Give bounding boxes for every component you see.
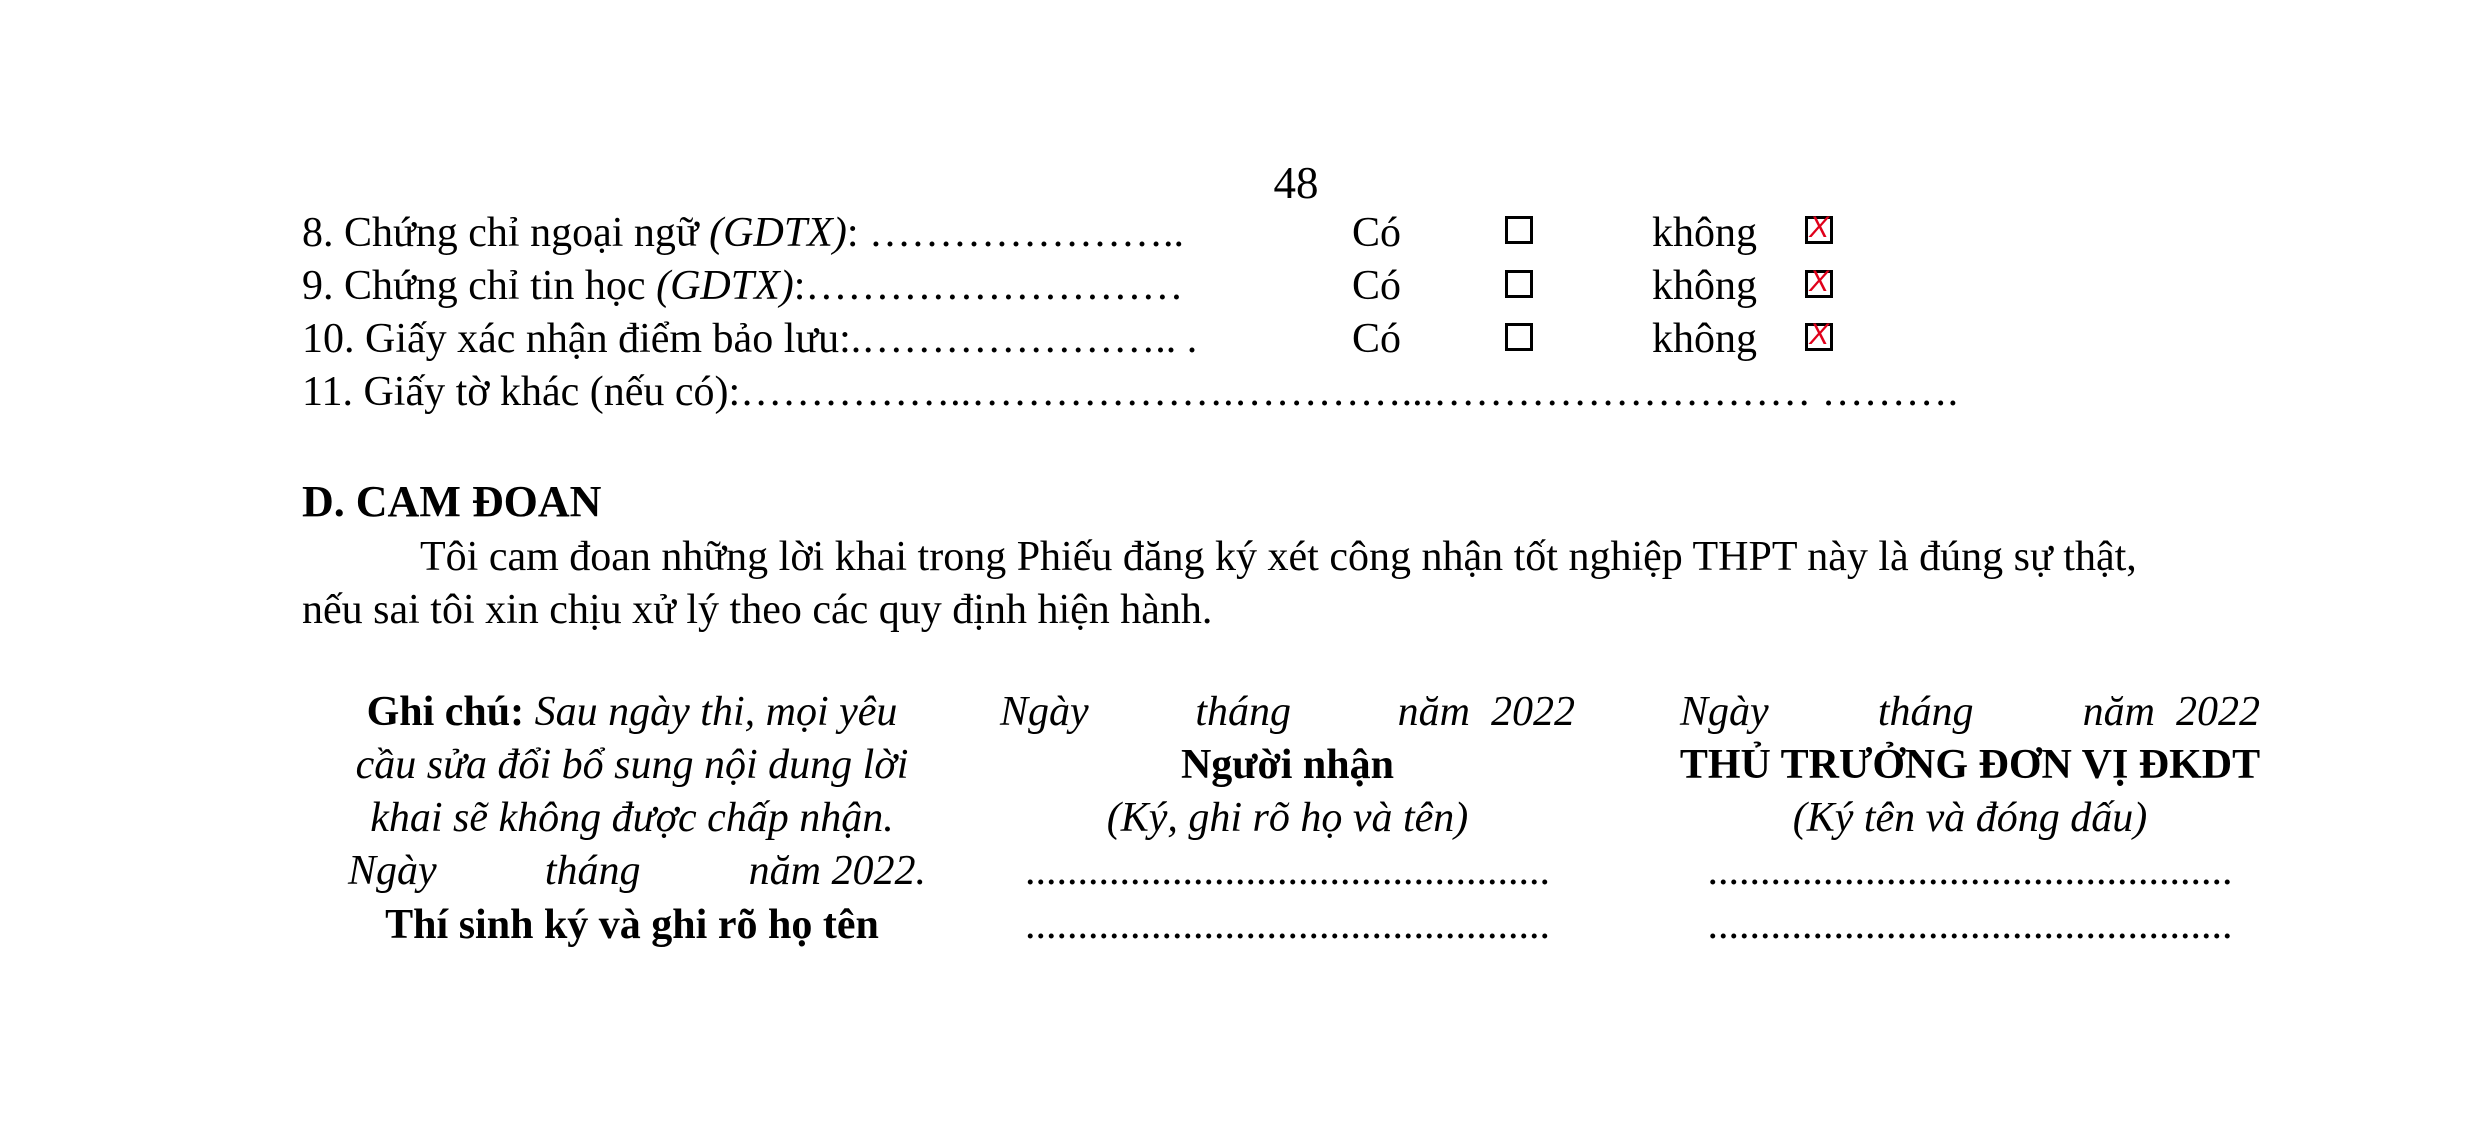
note-text-1: Sau ngày thi, mọi yêu — [524, 689, 898, 735]
receiver-date-line — [990, 691, 1585, 733]
receiver-instruction: (Ký, ghi rõ họ và tên) — [1106, 795, 1469, 841]
item-10-text: 10. Giấy xác nhận điểm bảo lưu: — [302, 316, 851, 362]
item-11-label: 11. Giấy tờ khác (nếu có):……………..……………….…………...……………………… ………. — [302, 369, 1959, 415]
commitment-line-2: nếu sai tôi xin chịu xử lý theo các quy định hiện hành. — [302, 587, 1213, 633]
item-8-dots: : ………………….. — [846, 210, 1184, 256]
note-label: Ghi chú: — [366, 689, 525, 735]
item-9-yes-label: Có — [1352, 263, 1402, 309]
item-10-no-label: không — [1652, 316, 1757, 362]
item-9-text: 9. Chứng chỉ tin học — [302, 263, 657, 309]
item-9-dots: :……………………… — [793, 263, 1184, 309]
head-date-line — [1670, 691, 2270, 733]
item-10-label — [302, 318, 1197, 360]
item-8-no-label: không — [1652, 210, 1757, 256]
item-9-yes-checkbox[interactable] — [1505, 270, 1533, 298]
head-signature-dots-2: .................................................. — [1707, 902, 2233, 948]
section-d-heading: D. CAM ĐOAN — [302, 477, 602, 526]
receiver-signature-dots-2: .................................................. — [1025, 902, 1550, 948]
item-9-no-mark: X — [1808, 265, 1829, 298]
item-8-yes-checkbox[interactable] — [1505, 216, 1533, 244]
note-line-1 — [302, 691, 962, 733]
date-year-label: năm 2022. — [748, 848, 926, 894]
receiver-date-year: năm 2022 — [1397, 689, 1575, 735]
head-date-day: Ngày — [1680, 689, 1769, 735]
head-unit-title: THỦ TRƯỞNG ĐƠN VỊ ĐKDT — [1679, 742, 2261, 788]
item-10-yes-checkbox[interactable] — [1505, 323, 1533, 351]
date-month-label: tháng — [544, 848, 641, 894]
item-8-yes-label: Có — [1352, 210, 1402, 256]
date-day-label: Ngày — [348, 848, 437, 894]
head-signature-dots-1: .................................................. — [1707, 848, 2233, 894]
item-8-no-checkbox[interactable] — [1805, 211, 1833, 244]
receiver-date-day: Ngày — [1000, 689, 1089, 735]
note-line-3: khai sẽ không được chấp nhận. — [370, 795, 894, 841]
commitment-line-1: Tôi cam đoan những lời khai trong Phiếu đăng ký xét công nhận tốt nghiệp THPT này là đúng sự thật, — [420, 534, 2137, 580]
head-date-year: năm 2022 — [2082, 689, 2260, 735]
receiver-date-month: tháng — [1195, 689, 1291, 735]
item-10-no-mark: X — [1808, 318, 1829, 351]
item-9-no-label: không — [1652, 263, 1757, 309]
item-9-qualifier: (GDTX) — [656, 263, 794, 309]
item-8-text: 8. Chứng chỉ ngoại ngữ — [302, 210, 710, 256]
head-unit-instruction: (Ký tên và đóng dấu) — [1792, 795, 2148, 841]
page-number: 48 — [1273, 158, 1319, 208]
receiver-signature-dots-1: .................................................. — [1025, 848, 1550, 894]
candidate-date-line — [348, 850, 926, 892]
item-8-no-mark: X — [1808, 211, 1829, 244]
receiver-title: Người nhận — [1180, 742, 1395, 788]
item-9-no-checkbox[interactable] — [1805, 265, 1833, 298]
item-10-dots: .………………….. . — [850, 316, 1198, 362]
item-8-label — [302, 212, 1184, 254]
item-8-qualifier: (GDTX) — [709, 210, 847, 256]
item-10-yes-label: Có — [1352, 316, 1402, 362]
note-line-2: cầu sửa đổi bổ sung nội dung lời — [355, 742, 909, 788]
item-10-no-checkbox[interactable] — [1805, 318, 1833, 351]
candidate-signature-label: Thí sinh ký và ghi rõ họ tên — [385, 902, 879, 948]
item-9-label — [302, 265, 1183, 307]
head-date-month: tháng — [1877, 689, 1974, 735]
